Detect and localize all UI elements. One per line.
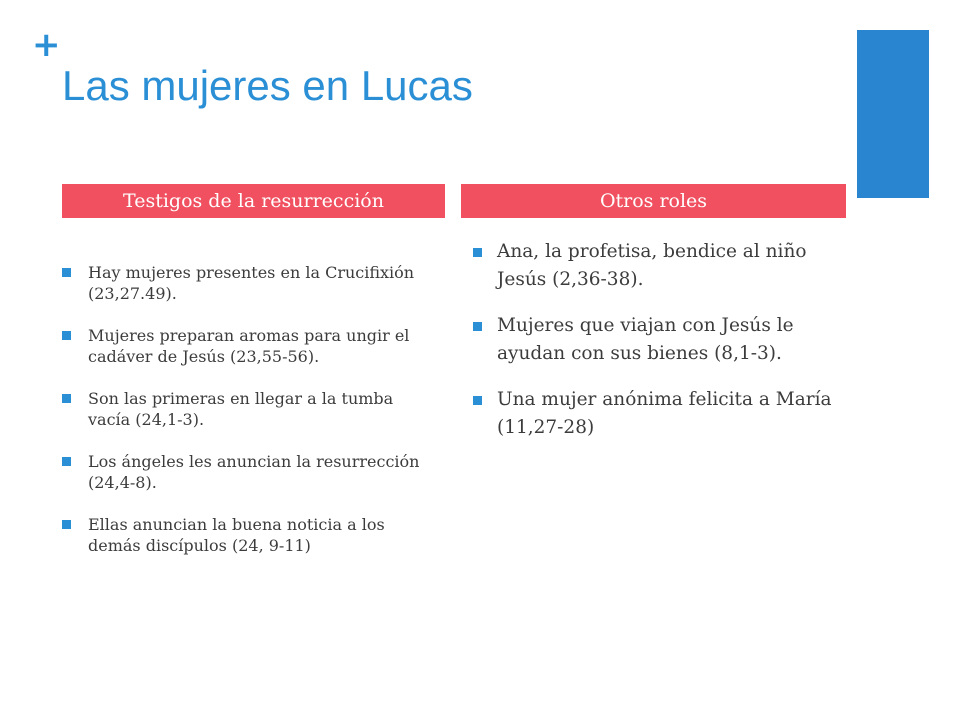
list-item	[62, 325, 432, 367]
slide-title: Las mujeres en Lucas	[62, 62, 473, 109]
list-item-text: Son las primeras en llegar a la tumba vacía (24,1-3).	[88, 389, 394, 429]
plus-icon: +	[32, 25, 61, 65]
accent-bar	[857, 30, 929, 198]
list-item	[473, 386, 833, 442]
list-item	[62, 262, 432, 304]
right-bullet-list	[473, 238, 833, 460]
bullet-square-icon	[62, 457, 71, 466]
bullet-square-icon	[62, 331, 71, 340]
bullet-square-icon	[62, 268, 71, 277]
right-column-header: Otros roles	[461, 184, 846, 218]
list-item	[62, 514, 432, 556]
list-item	[473, 312, 833, 368]
bullet-square-icon	[62, 520, 71, 529]
bullet-square-icon	[473, 248, 482, 257]
bullet-square-icon	[473, 396, 482, 405]
list-item-text: Ellas anuncian la buena noticia a los demás discípulos (24, 9-11)	[88, 515, 385, 555]
list-item	[473, 238, 833, 294]
list-item-text: Hay mujeres presentes en la Crucifixión (23,27.49).	[88, 263, 415, 303]
left-bullet-list	[62, 262, 432, 577]
list-item	[62, 451, 432, 493]
list-item-text: Los ángeles les anuncian la resurrección (24,4-8).	[88, 452, 420, 492]
list-item	[62, 388, 432, 430]
list-item-text: Mujeres preparan aromas para ungir el cadáver de Jesús (23,55-56).	[88, 326, 410, 366]
list-item-text: Una mujer anónima felicita a María (11,27-28)	[497, 389, 832, 438]
bullet-square-icon	[473, 322, 482, 331]
list-item-text: Mujeres que viajan con Jesús le ayudan con sus bienes (8,1-3).	[497, 315, 794, 364]
left-column-header: Testigos de la resurrección	[62, 184, 445, 218]
list-item-text: Ana, la profetisa, bendice al niño Jesús (2,36-38).	[497, 241, 807, 290]
bullet-square-icon	[62, 394, 71, 403]
